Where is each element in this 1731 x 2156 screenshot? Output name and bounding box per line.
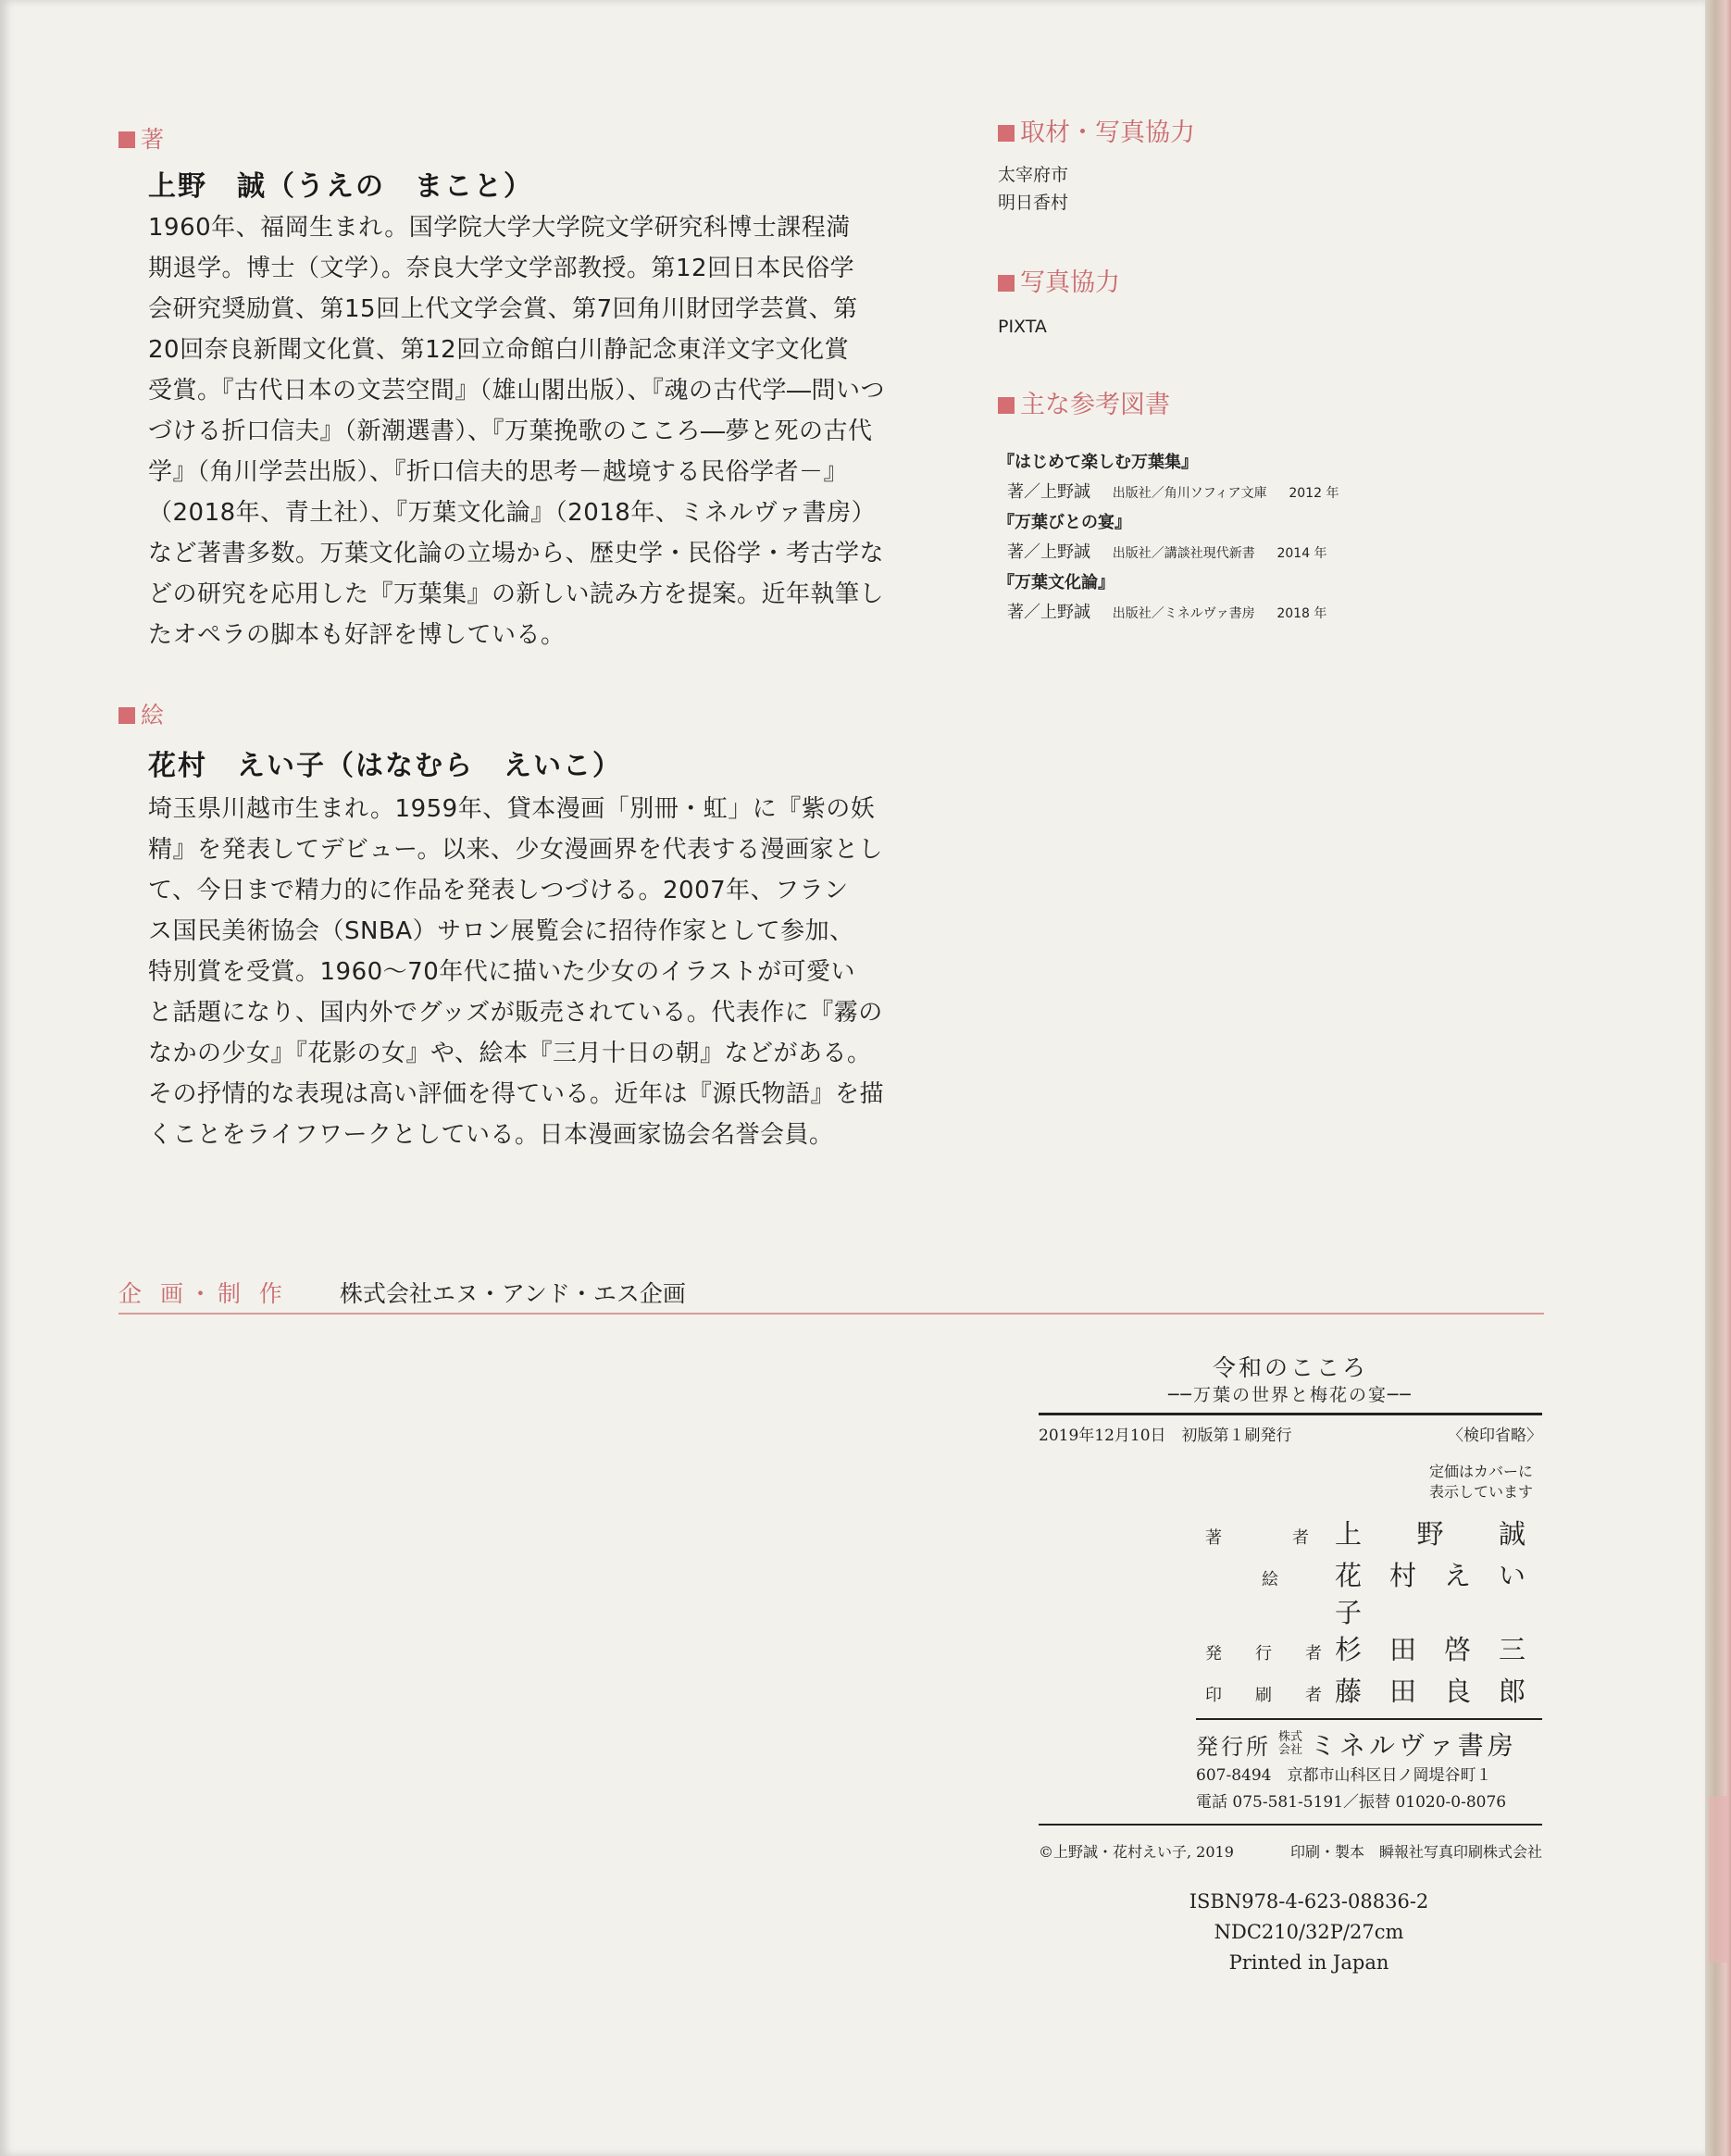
colophon — [1039, 1353, 1542, 1978]
staff-row — [1205, 1631, 1542, 1673]
copyright: ©上野誠・花村えい子, 2019 — [1039, 1843, 1234, 1861]
page-edge-color — [1709, 1796, 1727, 1963]
bio-line: 20回奈良新聞文化賞、第12回立命館白川静記念東洋文字文化賞 — [148, 336, 850, 364]
reference-year: 2014 年 — [1276, 546, 1327, 561]
divider — [1039, 1824, 1542, 1826]
reference-year: 2018 年 — [1276, 606, 1327, 621]
bio-line: 会研究奨励賞、第15回上代文学会賞、第7回角川財団学芸賞、第 — [148, 295, 858, 323]
staff-row — [1205, 1515, 1542, 1557]
reference-author: 著／上野誠 — [1007, 603, 1090, 622]
publisher-row — [1196, 1726, 1542, 1763]
reference-publisher: 出版社／講談社現代新書 — [1112, 546, 1255, 561]
bio-line: 期退学。博士（文学）。奈良大学文学部教授。第12回日本民俗学 — [148, 255, 855, 282]
publisher-kabushiki — [1278, 1731, 1302, 1757]
reference-title: 『万葉びとの宴』 — [998, 513, 1131, 532]
publisher-block — [1196, 1718, 1542, 1816]
printed-in: Printed in Japan — [1228, 1951, 1389, 1974]
book-subtitle: ──万葉の世界と梅花の宴── — [1168, 1385, 1413, 1405]
edition-date: 2019年12月10日 初版第１刷発行 — [1039, 1427, 1292, 1445]
reference-publisher: 出版社／ミネルヴァ書房 — [1112, 606, 1255, 621]
staff-name: 藤田良郎 — [1335, 1676, 1540, 1707]
publisher-name: ミネルヴァ書房 — [1310, 1730, 1517, 1761]
red-square-icon — [118, 707, 135, 724]
bio-line: など著書多数。万葉文化論の立場から、歴史学・民俗学・考古学な — [148, 540, 885, 567]
kabu-line: 会社 — [1278, 1743, 1303, 1757]
divider — [118, 1313, 1544, 1315]
cooperation-heading: 取材・写真協力 — [998, 118, 1195, 148]
price-note-line: 定価はカバーに — [1428, 1463, 1533, 1480]
bio-line: 1960年、福岡生まれ。国学院大学大学院文学研究科博士課程満 — [148, 214, 851, 242]
kabu-line: 株式 — [1278, 1730, 1303, 1744]
reference-title: 『万葉文化論』 — [998, 573, 1115, 592]
reference-meta — [998, 598, 1339, 629]
seal-omitted: 〈検印省略〉 — [1448, 1427, 1542, 1445]
publisher-phone: 電話 075-581-5191／振替 01020-0-8076 — [1196, 1793, 1507, 1812]
bio-line: その抒情的な表現は高い評価を得ている。近年は『源氏物語』を描 — [148, 1080, 885, 1108]
reference-year: 2012 年 — [1289, 486, 1339, 501]
bio-line: くことをライフワークとしている。日本漫画家協会名誉会員。 — [148, 1121, 834, 1149]
bio-line: づける折口信夫』（新潮選書）、『万葉挽歌のこころ―夢と死の古代 — [148, 417, 873, 445]
isbn-block — [1076, 1887, 1542, 1978]
bio-line: と話題になり、国内外でグッズが販売されている。代表作に『霧の — [148, 999, 883, 1027]
reference-title: 『はじめて楽しむ万葉集』 — [998, 453, 1198, 472]
staff-name: 杉田啓三 — [1335, 1634, 1540, 1665]
planning-value: 株式会社エヌ・アンド・エス企画 — [339, 1280, 686, 1307]
publisher-label: 発行所 — [1196, 1733, 1271, 1760]
staff-name: 花村えい子 — [1335, 1560, 1540, 1628]
reference-meta — [998, 538, 1339, 568]
staff-row — [1205, 1557, 1542, 1631]
bio-line: 精』を発表してデビュー。以来、少女漫画界を代表する漫画家とし — [148, 836, 883, 864]
ndc: NDC210/32P/27cm — [1214, 1921, 1404, 1943]
copyright-row — [1039, 1840, 1542, 1864]
bio-line: て、今日まで精力的に作品を発表しつづける。2007年、フラン — [148, 877, 849, 904]
isbn: ISBN978-4-623-08836-2 — [1189, 1890, 1429, 1913]
price-note-line: 表示しています — [1428, 1483, 1533, 1501]
adjacent-page-edge — [1705, 0, 1731, 2156]
staff-name: 上野誠 — [1335, 1518, 1540, 1550]
bio-line: ス国民美術協会（SNBA）サロン展覧会に招待作家として参加、 — [148, 917, 854, 945]
divider — [1039, 1413, 1542, 1415]
red-square-icon — [998, 125, 1015, 142]
staff-row — [1205, 1673, 1542, 1714]
reference-author: 著／上野誠 — [1007, 542, 1090, 562]
illustrator-bio — [148, 789, 884, 1155]
staff-role: 著者 — [1205, 1528, 1335, 1548]
bio-line: 特別賞を受賞。1960～70年代に描いた少女のイラストが可愛い — [148, 958, 855, 986]
red-square-icon — [998, 397, 1015, 414]
staff-role: 発行者 — [1205, 1644, 1335, 1664]
bio-line: 埼玉県川越市生まれ。1959年、貸本漫画「別冊・虹」に『紫の妖 — [148, 795, 876, 823]
cooperation-item: 太宰府市 — [998, 165, 1069, 185]
author-name: 上野 誠（うえの まこと） — [148, 170, 533, 203]
staff-role: 印刷者 — [1205, 1686, 1335, 1705]
photo-cooperation-list — [998, 313, 1047, 341]
staff-role: 絵 — [1262, 1570, 1278, 1589]
illustrator-heading: 絵 — [118, 702, 164, 729]
red-square-icon — [998, 275, 1015, 292]
price-note — [1039, 1462, 1542, 1502]
bio-line: たオペラの脚本も好評を博している。 — [148, 621, 566, 649]
bio-line: （2018年、青土社）、『万葉文化論』（2018年、ミネルヴァ書房） — [148, 499, 877, 527]
book-title: 令和のこころ — [1212, 1354, 1368, 1381]
planning-line — [118, 1276, 686, 1309]
bio-line: どの研究を応用した『万葉集』の新しい読み方を提案。近年執筆し — [148, 580, 885, 608]
reference-meta — [998, 478, 1339, 508]
references-list — [998, 448, 1339, 629]
reference-author: 著／上野誠 — [1007, 482, 1090, 502]
publisher-address: 607-8494 京都市山科区日ノ岡堤谷町１ — [1196, 1766, 1492, 1785]
cooperation-item: 明日香村 — [998, 193, 1069, 213]
author-heading: 著 — [118, 126, 164, 154]
illustrator-name: 花村 えい子（はなむら えいこ） — [148, 750, 622, 782]
bio-line: 学』（角川学芸出版）、『折口信夫的思考－越境する民俗学者－』 — [148, 458, 849, 486]
reference-publisher: 出版社／角川ソフィア文庫 — [1112, 486, 1267, 501]
edition-row — [1039, 1423, 1542, 1449]
references-heading: 主な参考図書 — [998, 391, 1170, 420]
planning-label: 企 画・制 作 — [118, 1280, 288, 1307]
photo-cooperation-item: PIXTA — [998, 317, 1047, 337]
printer: 印刷・製本 瞬報社写真印刷株式会社 — [1289, 1843, 1542, 1861]
cooperation-list — [998, 161, 1068, 217]
bio-line: 受賞。『古代日本の文芸空間』（雄山閣出版）、『魂の古代学―問いつ — [148, 377, 886, 405]
red-square-icon — [118, 131, 135, 148]
bio-line: なかの少女』『花影の女』や、絵本『三月十日の朝』などがある。 — [148, 1040, 872, 1067]
author-bio — [148, 207, 885, 655]
photo-cooperation-heading: 写真協力 — [998, 268, 1120, 298]
staff-list — [1205, 1515, 1542, 1714]
